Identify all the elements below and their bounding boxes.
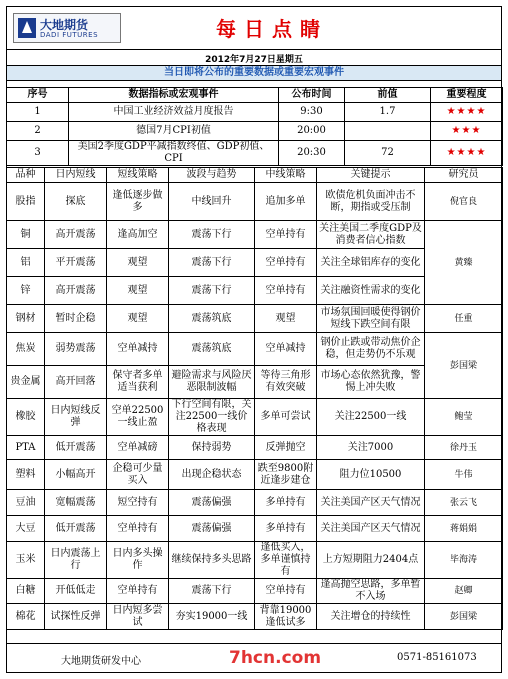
commodity-name: 豆油 [7, 490, 45, 516]
strategy-cell: 多单持有 [255, 490, 317, 516]
logo-mark-icon [18, 18, 36, 38]
report-header [7, 7, 501, 50]
strategy-cell: 企稳可少量买入 [107, 460, 169, 490]
strategy-row [7, 333, 503, 366]
strategy-cell: 关注22500一线 [317, 399, 425, 436]
strategy-cell: 多单持有 [255, 516, 317, 542]
commodity-name: 锌 [7, 277, 45, 305]
strategy-cell: 关注美国二季度GDP及消费者信心指数 [317, 221, 425, 249]
strategy-cell: 出现企稳状态 [169, 460, 255, 490]
strategy-header-cell: 日内短线 [45, 168, 107, 183]
strategy-row [7, 305, 503, 333]
page-title: 每日点睛 [216, 17, 328, 41]
strategy-cell: 震荡下行 [169, 277, 255, 305]
strategy-cell: 日内震荡上行 [45, 542, 107, 579]
event-prev: 72 [345, 141, 431, 166]
strategy-cell: 关注全球铝库存的变化 [317, 249, 425, 277]
company-logo [13, 13, 121, 43]
strategy-cell: 关注7000 [317, 436, 425, 460]
strategy-cell: 避险需求与风险厌恶限制波幅 [169, 366, 255, 399]
importance-stars: ★★★★ [431, 141, 503, 166]
researcher-name: 毕海涛 [425, 542, 503, 579]
report-frame [6, 6, 502, 673]
commodity-name: 塑料 [7, 460, 45, 490]
strategy-cell: 关注融资性需求的变化 [317, 277, 425, 305]
event-time: 9:30 [279, 103, 345, 122]
events-header-cell: 前值 [345, 88, 431, 103]
strategy-cell: 空单持有 [255, 277, 317, 305]
event-name: 德国7月CPI初值 [69, 122, 279, 141]
researcher-name: 彭国梁 [425, 333, 503, 399]
event-time: 20:00 [279, 122, 345, 141]
researcher-name: 黄臻 [425, 221, 503, 305]
event-prev [345, 122, 431, 141]
strategy-cell: 观望 [255, 305, 317, 333]
strategy-cell: 空单持有 [107, 516, 169, 542]
strategy-cell: 市场氛围回暖使得钢价短线下跌空间有限 [317, 305, 425, 333]
commodity-name: 铝 [7, 249, 45, 277]
commodity-name: 贵金属 [7, 366, 45, 399]
strategy-cell: 等待三角形有效突破 [255, 366, 317, 399]
strategy-cell: 夯实19000一线 [169, 604, 255, 630]
events-header-cell: 序号 [7, 88, 69, 103]
researcher-name: 赵卿 [425, 579, 503, 604]
report-footer [7, 643, 501, 674]
strategy-cell: 空单持有 [255, 579, 317, 604]
events-header-cell: 重要程度 [431, 88, 503, 103]
strategy-cell: 逢高抛空思路，多单暂不入场 [317, 579, 425, 604]
researcher-name: 任重 [425, 305, 503, 333]
commodity-name: 大豆 [7, 516, 45, 542]
event-name: 中国工业经济效益月度报告 [69, 103, 279, 122]
report-date: 2012年7月27日星期五 [205, 55, 303, 65]
strategy-header-cell: 中线策略 [255, 168, 317, 183]
commodity-name: 铜 [7, 221, 45, 249]
strategy-cell: 欧债危机负面冲击不断，期指或受压制 [317, 183, 425, 221]
strategy-cell: 低开震荡 [45, 436, 107, 460]
event-row [7, 103, 503, 122]
strategy-cell: 多单可尝试 [255, 399, 317, 436]
researcher-name: 张云飞 [425, 490, 503, 516]
strategy-row [7, 460, 503, 490]
strategy-cell: 高开震荡 [45, 221, 107, 249]
logo-text-cn: 大地期货 [40, 18, 89, 32]
strategy-cell: 小幅高开 [45, 460, 107, 490]
researcher-name: 徐丹玉 [425, 436, 503, 460]
strategy-cell: 平开震荡 [45, 249, 107, 277]
strategy-header-row [7, 168, 503, 183]
strategy-header-cell: 研究员 [425, 168, 503, 183]
strategy-cell: 逢低逐步做多 [107, 183, 169, 221]
strategy-cell: 关注美国产区天气情况 [317, 516, 425, 542]
strategy-cell: 空单持有 [255, 221, 317, 249]
events-banner: 当日即将公布的重要数据或重要宏观事件 [7, 65, 501, 81]
strategy-header-cell: 波段与趋势 [169, 168, 255, 183]
event-prev: 1.7 [345, 103, 431, 122]
commodity-name: 玉米 [7, 542, 45, 579]
commodity-name: 棉花 [7, 604, 45, 630]
strategy-cell: 逢低买入，多单谨慎持有 [255, 542, 317, 579]
strategy-cell: 震荡偏强 [169, 490, 255, 516]
strategy-cell: 低开震荡 [45, 516, 107, 542]
strategy-row [7, 579, 503, 604]
strategy-cell: 下行空间有限，关注22500一线价格表现 [169, 399, 255, 436]
strategy-row [7, 490, 503, 516]
strategy-cell: 日内短多尝试 [107, 604, 169, 630]
strategy-cell: 市场心态依然犹豫，警惕上冲失败 [317, 366, 425, 399]
strategy-cell: 关注增仓的持续性 [317, 604, 425, 630]
events-header-row [7, 88, 503, 103]
strategy-cell: 短空持有 [107, 490, 169, 516]
strategy-cell: 保持弱势 [169, 436, 255, 460]
strategy-cell: 继续保持多头思路 [169, 542, 255, 579]
strategy-cell: 追加多单 [255, 183, 317, 221]
site-watermark: 7hcn.com [229, 648, 322, 668]
strategy-cell: 跌至9800附近逢步建仓 [255, 460, 317, 490]
footer-org: 大地期货研发中心 [61, 656, 141, 667]
strategy-header-cell: 短线策略 [107, 168, 169, 183]
strategy-row [7, 436, 503, 460]
strategy-cell: 保守者多单适当获利 [107, 366, 169, 399]
event-name: 美国2季度GDP平减指数终值、GDP初值、CPI [69, 141, 279, 166]
strategy-row [7, 221, 503, 249]
strategy-cell: 观望 [107, 277, 169, 305]
strategy-cell: 震荡偏强 [169, 516, 255, 542]
strategy-cell: 震荡下行 [169, 579, 255, 604]
strategy-cell: 开低低走 [45, 579, 107, 604]
strategy-cell: 反弹抛空 [255, 436, 317, 460]
strategy-cell: 宽幅震荡 [45, 490, 107, 516]
researcher-name: 蒋娟娟 [425, 516, 503, 542]
event-row [7, 122, 503, 141]
strategy-cell: 观望 [107, 305, 169, 333]
events-header-cell: 数据指标或宏观事件 [69, 88, 279, 103]
strategy-header-cell: 品种 [7, 168, 45, 183]
strategy-cell: 空单22500一线止盈 [107, 399, 169, 436]
strategy-cell: 阻力位10500 [317, 460, 425, 490]
commodity-name: 焦炭 [7, 333, 45, 366]
researcher-name: 倪官良 [425, 183, 503, 221]
strategy-cell: 震荡筑底 [169, 305, 255, 333]
strategy-cell: 空单持有 [107, 579, 169, 604]
strategy-row [7, 516, 503, 542]
strategy-cell: 空单减持 [107, 333, 169, 366]
commodity-name: 股指 [7, 183, 45, 221]
strategy-cell: 日内多头操作 [107, 542, 169, 579]
researcher-name: 彭国梁 [425, 604, 503, 630]
strategy-cell: 震荡下行 [169, 249, 255, 277]
events-table [6, 87, 503, 166]
strategy-cell: 探底 [45, 183, 107, 221]
commodity-name: PTA [7, 436, 45, 460]
footer-phone: 0571-85161073 [397, 652, 477, 663]
event-no: 3 [7, 141, 69, 166]
strategy-cell: 日内短线反弹 [45, 399, 107, 436]
strategy-header-cell: 关键提示 [317, 168, 425, 183]
strategy-cell: 上方短期阻力2404点 [317, 542, 425, 579]
event-no: 1 [7, 103, 69, 122]
strategy-cell: 逢高加空 [107, 221, 169, 249]
commodity-name: 钢材 [7, 305, 45, 333]
strategy-row [7, 542, 503, 579]
strategy-row [7, 604, 503, 630]
strategy-row [7, 399, 503, 436]
strategy-cell: 高开震荡 [45, 277, 107, 305]
strategy-cell: 空单持有 [255, 249, 317, 277]
strategy-cell: 震荡下行 [169, 221, 255, 249]
strategy-cell: 暂时企稳 [45, 305, 107, 333]
commodity-name: 橡胶 [7, 399, 45, 436]
strategy-table [6, 167, 503, 630]
strategy-cell: 空单减磅 [107, 436, 169, 460]
strategy-cell: 空单减持 [255, 333, 317, 366]
researcher-name: 鲍莹 [425, 399, 503, 436]
event-no: 2 [7, 122, 69, 141]
strategy-row [7, 183, 503, 221]
logo-text-en: DADI FUTURES [40, 31, 99, 39]
strategy-cell: 高开回落 [45, 366, 107, 399]
strategy-cell: 钢价止跌或带动焦价企稳，但走势仍不乐观 [317, 333, 425, 366]
strategy-cell: 中线回升 [169, 183, 255, 221]
researcher-name: 牛伟 [425, 460, 503, 490]
strategy-cell: 试探性反弹 [45, 604, 107, 630]
strategy-cell: 震荡筑底 [169, 333, 255, 366]
strategy-cell: 弱势震荡 [45, 333, 107, 366]
commodity-name: 白糖 [7, 579, 45, 604]
importance-stars: ★★★ [431, 122, 503, 141]
events-header-cell: 公布时间 [279, 88, 345, 103]
event-time: 20:30 [279, 141, 345, 166]
strategy-cell: 背靠19000逢低试多 [255, 604, 317, 630]
strategy-cell: 观望 [107, 249, 169, 277]
strategy-cell: 关注美国产区天气情况 [317, 490, 425, 516]
event-row [7, 141, 503, 166]
importance-stars: ★★★★ [431, 103, 503, 122]
